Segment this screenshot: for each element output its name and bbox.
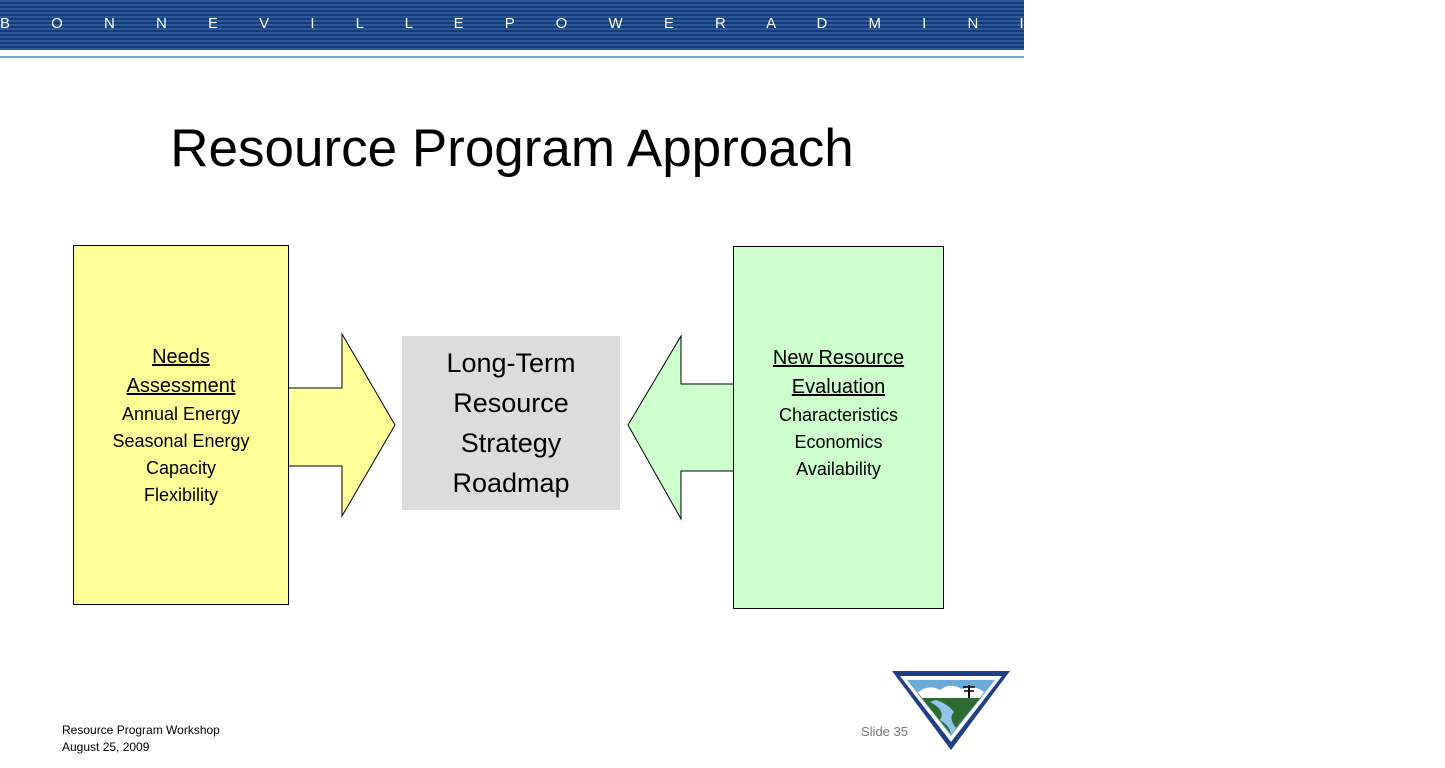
new-resource-evaluation-box bbox=[733, 246, 944, 609]
needs-assessment-heading-line2: Assessment bbox=[126, 375, 236, 397]
strategy-roadmap-box bbox=[402, 336, 620, 510]
evaluation-heading-line1: New Resource bbox=[772, 347, 905, 369]
slide-title: Resource Program Approach bbox=[170, 119, 854, 178]
needs-item-capacity: Capacity bbox=[145, 458, 217, 478]
right-arrow-shape bbox=[288, 334, 395, 516]
evaluation-heading-line2: Evaluation bbox=[791, 376, 886, 398]
center-line-1: Long-Term bbox=[446, 348, 576, 378]
needs-item-flexibility: Flexibility bbox=[143, 485, 218, 505]
needs-item-annual-energy: Annual Energy bbox=[121, 404, 241, 424]
evaluation-item-availability: Availability bbox=[796, 459, 881, 479]
center-line-3: Strategy bbox=[460, 428, 562, 458]
center-line-4: Roadmap bbox=[452, 468, 570, 498]
needs-assessment-heading-line1: Needs bbox=[152, 346, 210, 368]
needs-assessment-box bbox=[73, 245, 289, 605]
evaluation-item-economics: Economics bbox=[794, 432, 883, 452]
footer-event: Resource Program Workshop bbox=[62, 723, 220, 737]
slide-number: Slide 35 bbox=[861, 724, 908, 739]
evaluation-item-characteristics: Characteristics bbox=[778, 405, 899, 425]
needs-item-seasonal-energy: Seasonal Energy bbox=[112, 431, 250, 451]
organization-name: B O N N E V I L L E P O W E R A D M I N I S T R A T I O N bbox=[0, 15, 1445, 32]
left-arrow-shape bbox=[628, 336, 735, 519]
bpa-logo-icon bbox=[890, 668, 1012, 752]
footer-date: August 25, 2009 bbox=[62, 740, 150, 754]
center-line-2: Resource bbox=[453, 388, 569, 418]
